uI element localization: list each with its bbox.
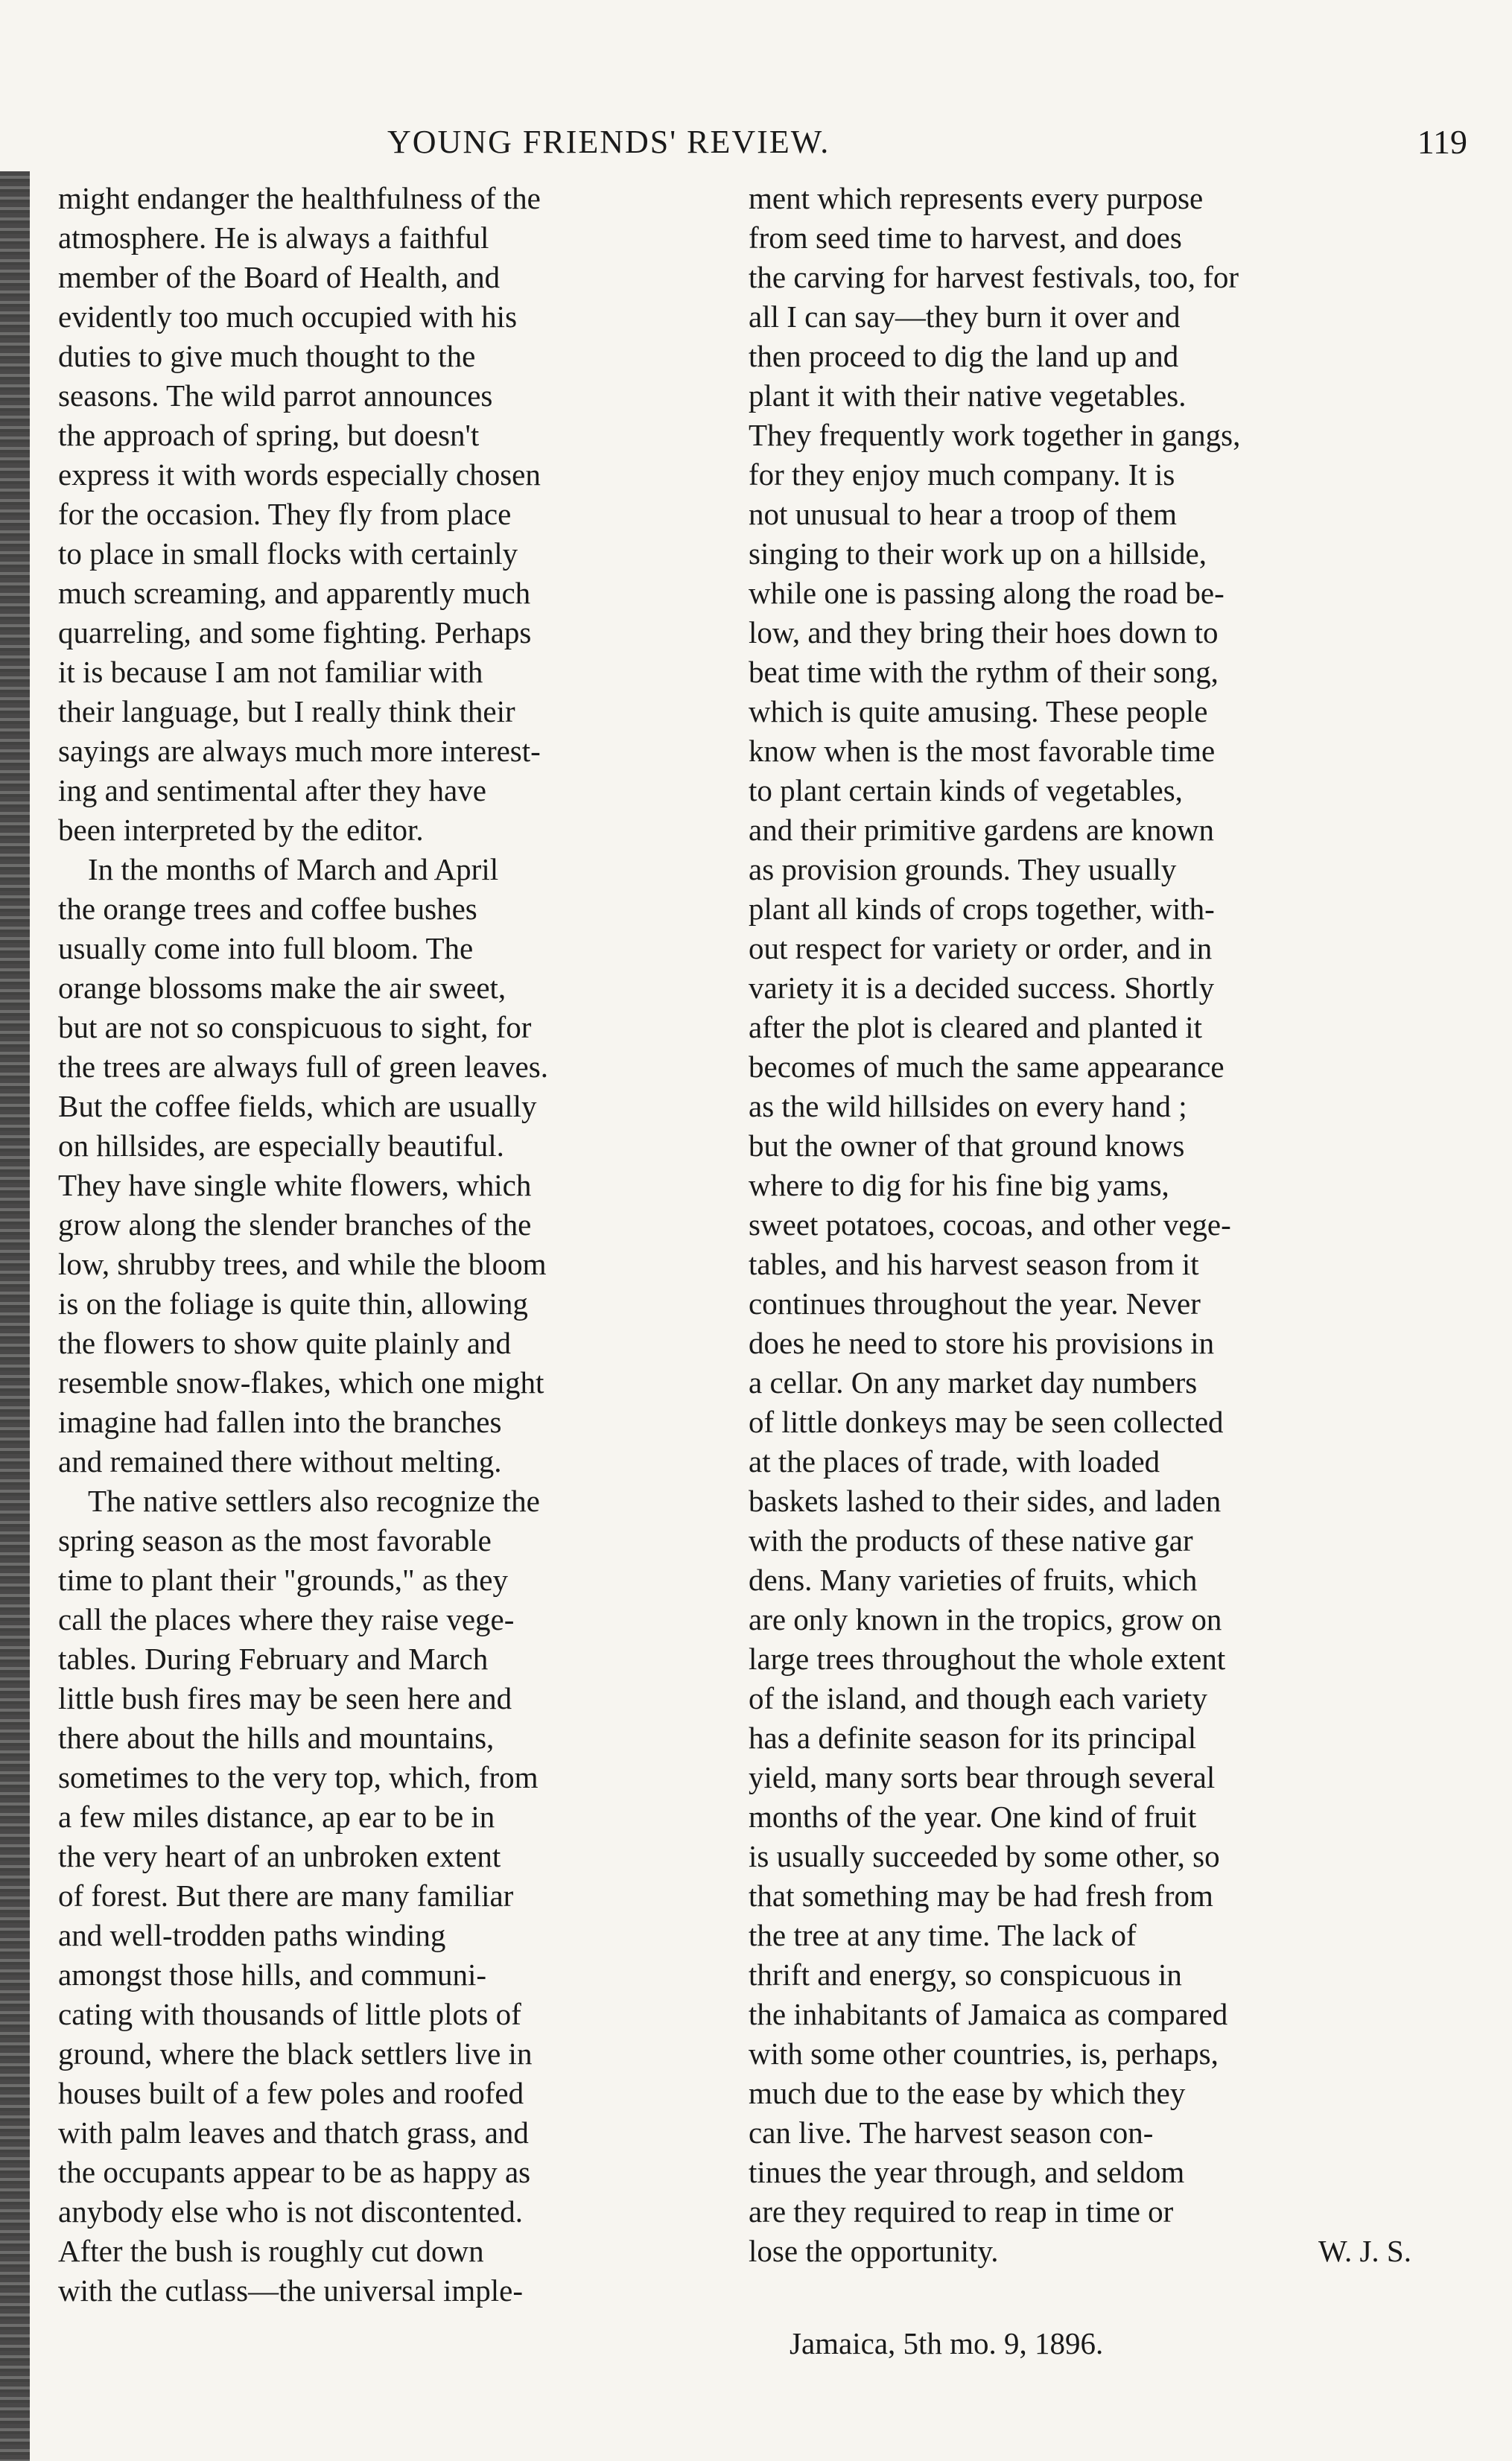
text-line: low, and they bring their hoes down to <box>749 615 1219 650</box>
text-line: express it with words especially chosen <box>58 457 541 492</box>
text-line: of the island, and though each variety <box>749 1681 1207 1715</box>
text-line: while one is passing along the road be- <box>749 576 1224 610</box>
text-line: anybody else who is not discontented. <box>58 2194 524 2229</box>
text-line: a few miles distance, ap ear to be in <box>58 1800 495 1834</box>
text-line: They frequently work together in gangs, <box>749 418 1241 452</box>
text-line: spring season as the most favorable <box>58 1523 492 1557</box>
text-line: there about the hills and mountains, <box>58 1721 495 1755</box>
text-line: call the places where they raise vege- <box>58 1602 515 1636</box>
text-line: resemble snow-flakes, which one might <box>58 1365 544 1400</box>
text-line: then proceed to dig the land up and <box>749 339 1179 373</box>
text-line: at the places of trade, with loaded <box>749 1444 1160 1479</box>
text-line: is usually succeeded by some other, so <box>749 1839 1220 1873</box>
text-line: But the coffee fields, which are usually <box>58 1089 537 1123</box>
text-line: the flowers to show quite plainly and <box>58 1326 512 1360</box>
text-line: tables, and his harvest season from it <box>749 1247 1199 1281</box>
right-column <box>749 179 1411 2271</box>
text-line: usually come into full bloom. The <box>58 931 474 965</box>
text-line: all I can say—they burn it over and <box>749 299 1181 334</box>
text-line: large trees throughout the whole extent <box>749 1642 1226 1676</box>
text-line: time to plant their "grounds," as they <box>58 1563 508 1597</box>
text-line: their language, but I really think their <box>58 694 515 728</box>
text-line: beat time with the rythm of their song, <box>749 655 1219 689</box>
text-line: from seed time to harvest, and does <box>749 220 1182 255</box>
text-line: ground, where the black settlers live in <box>58 2036 533 2071</box>
text-line: amongst those hills, and communi- <box>58 1957 487 1992</box>
text-line: is on the foliage is quite thin, allowing <box>58 1286 528 1321</box>
left-column <box>58 179 706 2311</box>
text-line: of forest. But there are many familiar <box>58 1879 514 1913</box>
page-number: 119 <box>1417 122 1467 161</box>
scan-binding-edge <box>0 171 30 2461</box>
text-line: it is because I am not familiar with <box>58 655 483 689</box>
text-line: not unusual to hear a troop of them <box>749 497 1178 531</box>
text-line: member of the Board of Health, and <box>58 260 501 294</box>
text-line: but the owner of that ground knows <box>749 1128 1185 1163</box>
text-line: and their primitive gardens are known <box>749 813 1215 847</box>
text-line: as provision grounds. They usually <box>749 852 1177 886</box>
text-line: with the products of these native gar <box>749 1523 1193 1557</box>
running-header <box>387 112 1467 171</box>
text-line: little bush fires may be seen here and <box>58 1681 512 1715</box>
text-line: tables. During February and March <box>58 1642 489 1676</box>
text-line: can live. The harvest season con- <box>749 2115 1154 2150</box>
text-line: where to dig for his fine big yams, <box>749 1168 1169 1202</box>
text-line: tinues the year through, and seldom <box>749 2155 1185 2189</box>
text-line: much due to the ease by which they <box>749 2076 1186 2110</box>
text-line: been interpreted by the editor. <box>58 813 424 847</box>
text-line: might endanger the healthfulness of the <box>58 181 541 215</box>
text-line: after the plot is cleared and planted it <box>749 1010 1203 1044</box>
text-line: sweet potatoes, cocoas, and other vege- <box>749 1207 1231 1242</box>
text-line: becomes of much the same appearance <box>749 1050 1224 1084</box>
text-line: houses built of a few poles and roofed <box>58 2076 524 2110</box>
text-line: to plant certain kinds of vegetables, <box>749 773 1183 807</box>
text-line: In the months of March and April <box>88 852 499 886</box>
text-line: are they required to reap in time or <box>749 2194 1174 2229</box>
text-line: plant it with their native vegetables. <box>749 378 1187 413</box>
text-line: are only known in the tropics, grow on <box>749 1602 1222 1636</box>
text-line: for they enjoy much company. It is <box>749 457 1175 492</box>
text-line: the carving for harvest festivals, too, for <box>749 260 1239 294</box>
text-line: out respect for variety or order, and in <box>749 931 1213 965</box>
text-line: baskets lashed to their sides, and laden <box>749 1484 1222 1518</box>
text-line: months of the year. One kind of fruit <box>749 1800 1197 1834</box>
closing-line: lose the opportunity. <box>749 2234 999 2268</box>
text-line: imagine had fallen into the branches <box>58 1405 502 1439</box>
text-line: They have single white flowers, which <box>58 1168 532 1202</box>
text-line: has a definite season for its principal <box>749 1721 1197 1755</box>
text-line: that something may be had fresh from <box>749 1879 1213 1913</box>
text-line: with some other countries, is, perhaps, <box>749 2036 1219 2071</box>
text-line: orange blossoms make the air sweet, <box>58 971 506 1005</box>
dateline: Jamaica, 5th mo. 9, 1896. <box>790 2326 1104 2360</box>
author-signature: W. J. S. <box>1318 2234 1411 2268</box>
text-line: the approach of spring, but doesn't <box>58 418 480 452</box>
text-line: variety it is a decided success. Shortly <box>749 971 1215 1005</box>
text-line: the orange trees and coffee bushes <box>58 892 477 926</box>
text-line: low, shrubby trees, and while the bloom <box>58 1247 547 1281</box>
text-line: the very heart of an unbroken extent <box>58 1839 501 1873</box>
text-line: and remained there without melting. <box>58 1444 502 1479</box>
text-line: as the wild hillsides on every hand ; <box>749 1089 1187 1123</box>
text-line: ment which represents every purpose <box>749 181 1204 215</box>
text-line: atmosphere. He is always a faithful <box>58 220 489 255</box>
text-line: with the cutlass—the universal imple- <box>58 2273 523 2308</box>
text-line: of little donkeys may be seen collected <box>749 1405 1224 1439</box>
text-line: dens. Many varieties of fruits, which <box>749 1563 1198 1597</box>
text-line: the tree at any time. The lack of <box>749 1918 1137 1952</box>
text-line <box>749 2232 1411 2271</box>
text-line: the occupants appear to be as happy as <box>58 2155 531 2189</box>
text-line: After the bush is roughly cut down <box>58 2234 484 2268</box>
text-line: sometimes to the very top, which, from <box>58 1760 539 1794</box>
text-line: thrift and energy, so conspicuous in <box>749 1957 1182 1992</box>
text-line: yield, many sorts bear through several <box>749 1760 1216 1794</box>
text-line: but are not so conspicuous to sight, for <box>58 1010 532 1044</box>
text-line: does he need to store his provisions in <box>749 1326 1215 1360</box>
text-line: and well-trodden paths winding <box>58 1918 446 1952</box>
text-line: quarreling, and some fighting. Perhaps <box>58 615 532 650</box>
text-line: evidently too much occupied with his <box>58 299 518 334</box>
text-line: plant all kinds of crops together, with- <box>749 892 1215 926</box>
journal-title: YOUNG FRIENDS' REVIEW. <box>387 123 830 160</box>
text-line: the trees are always full of green leaves. <box>58 1050 548 1084</box>
text-line: The native settlers also recognize the <box>88 1484 540 1518</box>
text-line: seasons. The wild parrot announces <box>58 378 493 413</box>
text-line: ing and sentimental after they have <box>58 773 486 807</box>
text-line: much screaming, and apparently much <box>58 576 531 610</box>
text-line: on hillsides, are especially beautiful. <box>58 1128 504 1163</box>
text-line: a cellar. On any market day numbers <box>749 1365 1198 1400</box>
text-line: cating with thousands of little plots of <box>58 1997 521 2031</box>
text-line: continues throughout the year. Never <box>749 1286 1201 1321</box>
text-line: which is quite amusing. These people <box>749 694 1208 728</box>
text-line: know when is the most favorable time <box>749 734 1216 768</box>
text-line: singing to their work up on a hillside, <box>749 536 1207 571</box>
text-line: for the occasion. They fly from place <box>58 497 512 531</box>
text-line: to place in small flocks with certainly <box>58 536 518 571</box>
text-line: grow along the slender branches of the <box>58 1207 532 1242</box>
text-line: duties to give much thought to the <box>58 339 476 373</box>
text-line: sayings are always much more interest- <box>58 734 541 768</box>
text-line: with palm leaves and thatch grass, and <box>58 2115 529 2150</box>
text-line: the inhabitants of Jamaica as compared <box>749 1997 1228 2031</box>
